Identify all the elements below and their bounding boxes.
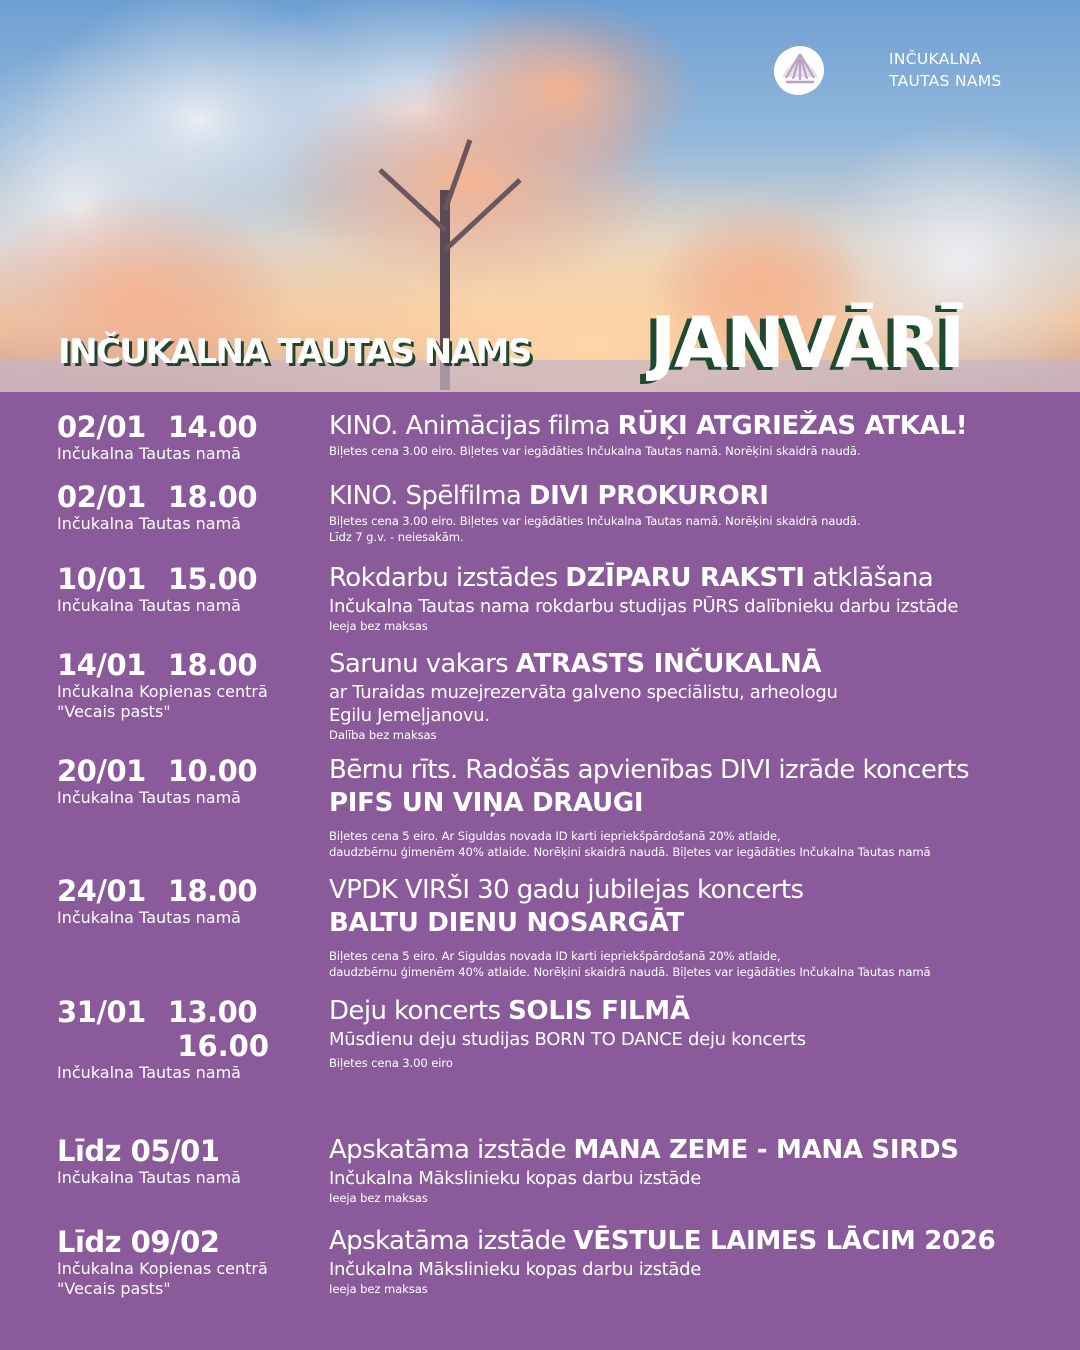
event-title [329, 562, 1074, 595]
event-title [329, 648, 1074, 681]
event-time: 18.00 [167, 480, 258, 514]
event-note: Biļetes cena 3.00 eiro [329, 1056, 453, 1070]
organizer-title: INČUKALNA TAUTAS NAMS [58, 332, 531, 372]
logo-line-1: INČUKALNA [889, 50, 982, 68]
event-time: 15.00 [167, 562, 258, 596]
event-title-bold: MANA ZEME - MANA SIRDS [573, 1135, 959, 1165]
event-subtitle: ar Turaidas muzejrezervāta galveno speciālistu, arheologu [329, 682, 838, 703]
logo-text [889, 48, 1002, 92]
event-venue: Inčukalna Tautas namā [57, 1168, 241, 1187]
event-venue: Inčukalna Tautas namā [57, 788, 241, 807]
event-venue-line-2: "Vecais pasts" [57, 1279, 171, 1298]
event-venue: Inčukalna Kopienas centrā [57, 682, 268, 701]
event-title-bold: DIVI PROKURORI [528, 481, 769, 511]
event-note: Dalība bez maksas [329, 728, 437, 742]
event-note: daudzbērnu ģimenēm 40% atlaide. Norēķini skaidrā naudā. Biļetes var iegādāties Inčukalna Tautas namā [329, 845, 931, 859]
event-note: Ieeja bez maksas [329, 1282, 428, 1296]
event-title-prefix: KINO. Animācijas filma [329, 411, 618, 441]
hero-photo [0, 0, 1080, 392]
event-date: Līdz 05/01 [57, 1134, 220, 1168]
event-title [329, 410, 1074, 443]
event-venue: Inčukalna Tautas namā [57, 908, 241, 927]
event-datetime [57, 562, 319, 596]
event-time: 13.00 [167, 995, 258, 1029]
event-title [329, 1225, 1074, 1258]
event-time: 14.00 [167, 410, 258, 444]
event-venue: Inčukalna Kopienas centrā [57, 1259, 268, 1278]
shell-logo-icon [774, 44, 826, 96]
event-venue: Inčukalna Tautas namā [57, 596, 241, 615]
event-note: Biļetes cena 5 eiro. Ar Siguldas novada ID karti iepriekšpārdošanā 20% atlaide, [329, 949, 781, 963]
event-datetime [57, 648, 319, 682]
event-title-line-2: BALTU DIENU NOSARGĀT [329, 908, 684, 938]
event-venue: Inčukalna Tautas namā [57, 1063, 241, 1082]
event-title-bold: ATRASTS INČUKALNĀ [515, 649, 822, 679]
event-note: Biļetes cena 3.00 eiro. Biļetes var iegādāties Inčukalna Tautas namā. Norēķini skaidrā naudā. [329, 444, 861, 458]
event-title-suffix: atklāšana [804, 563, 934, 593]
event-date: 02/01 [57, 480, 146, 514]
event-note: daudzbērnu ģimenēm 40% atlaide. Norēķini skaidrā naudā. Biļetes var iegādāties Inčukalna Tautas namā [329, 965, 931, 979]
event-date: 20/01 [57, 754, 146, 788]
event-time: 10.00 [167, 754, 258, 788]
event-title-bold: DZĪPARU RAKSTI [565, 563, 805, 593]
event-title-bold: SOLIS FILMĀ [508, 996, 690, 1026]
event-date: Līdz 09/02 [57, 1225, 220, 1259]
event-venue: Inčukalna Tautas namā [57, 514, 241, 533]
event-note: Biļetes cena 3.00 eiro. Biļetes var iegādāties Inčukalna Tautas namā. Norēķini skaidrā naudā. [329, 514, 861, 528]
event-subtitle-line-2: Egilu Jemeļjanovu. [329, 705, 490, 726]
event-subtitle: Inčukalna Mākslinieku kopas darbu izstāde [329, 1168, 702, 1189]
event-title-prefix: Deju koncerts [329, 996, 509, 1026]
event-date: 10/01 [57, 562, 146, 596]
event-datetime [57, 410, 319, 444]
event-time: 18.00 [167, 874, 258, 908]
event-title-prefix: Rokdarbu izstādes [329, 563, 566, 593]
logo-line-2: TAUTAS NAMS [889, 72, 1002, 90]
event-note: Biļetes cena 5 eiro. Ar Siguldas novada ID karti iepriekšpārdošanā 20% atlaide, [329, 829, 781, 843]
event-title: Bērnu rīts. Radošās apvienības DIVI izrāde koncerts [329, 755, 969, 785]
event-subtitle: Mūsdienu deju studijas BORN TO DANCE deju koncerts [329, 1029, 806, 1050]
event-title-bold: RŪĶI ATGRIEŽAS ATKAL! [617, 411, 968, 441]
event-date: 24/01 [57, 874, 146, 908]
event-date: 02/01 [57, 410, 146, 444]
event-datetime [57, 995, 319, 1029]
event-subtitle: Inčukalna Tautas nama rokdarbu studijas PŪRS dalībnieku darbu izstāde [329, 596, 959, 617]
event-date: 14/01 [57, 648, 146, 682]
event-time-2: 16.00 [177, 1029, 269, 1063]
event-title-line-2: PIFS UN VIŅA DRAUGI [329, 788, 644, 818]
event-title: VPDK VIRŠI 30 gadu jubilejas koncerts [329, 875, 804, 905]
event-note: Līdz 7 g.v. - neiesakām. [329, 530, 464, 544]
event-time: 18.00 [167, 648, 258, 682]
event-venue: Inčukalna Tautas namā [57, 444, 241, 463]
event-title-prefix: Apskatāma izstāde [329, 1226, 574, 1256]
event-datetime [57, 874, 319, 908]
event-datetime [57, 754, 319, 788]
event-title-bold: VĒSTULE LAIMES LĀCIM 2026 [573, 1226, 996, 1256]
event-list [0, 392, 1080, 1350]
event-note: Ieeja bez maksas [329, 1191, 428, 1205]
event-title-prefix: Apskatāma izstāde [329, 1135, 574, 1165]
month-title: JANVĀRĪ [650, 302, 964, 384]
event-date: 31/01 [57, 995, 146, 1029]
logo [774, 44, 1034, 98]
event-datetime [57, 480, 319, 514]
event-title-prefix: Sarunu vakars [329, 649, 516, 679]
event-title [329, 480, 1074, 513]
event-title [329, 995, 1074, 1028]
event-subtitle: Inčukalna Mākslinieku kopas darbu izstāde [329, 1259, 702, 1280]
event-venue-line-2: "Vecais pasts" [57, 702, 171, 721]
event-note: Ieeja bez maksas [329, 619, 428, 633]
event-title-prefix: KINO. Spēlfilma [329, 481, 529, 511]
event-title [329, 1134, 1074, 1167]
